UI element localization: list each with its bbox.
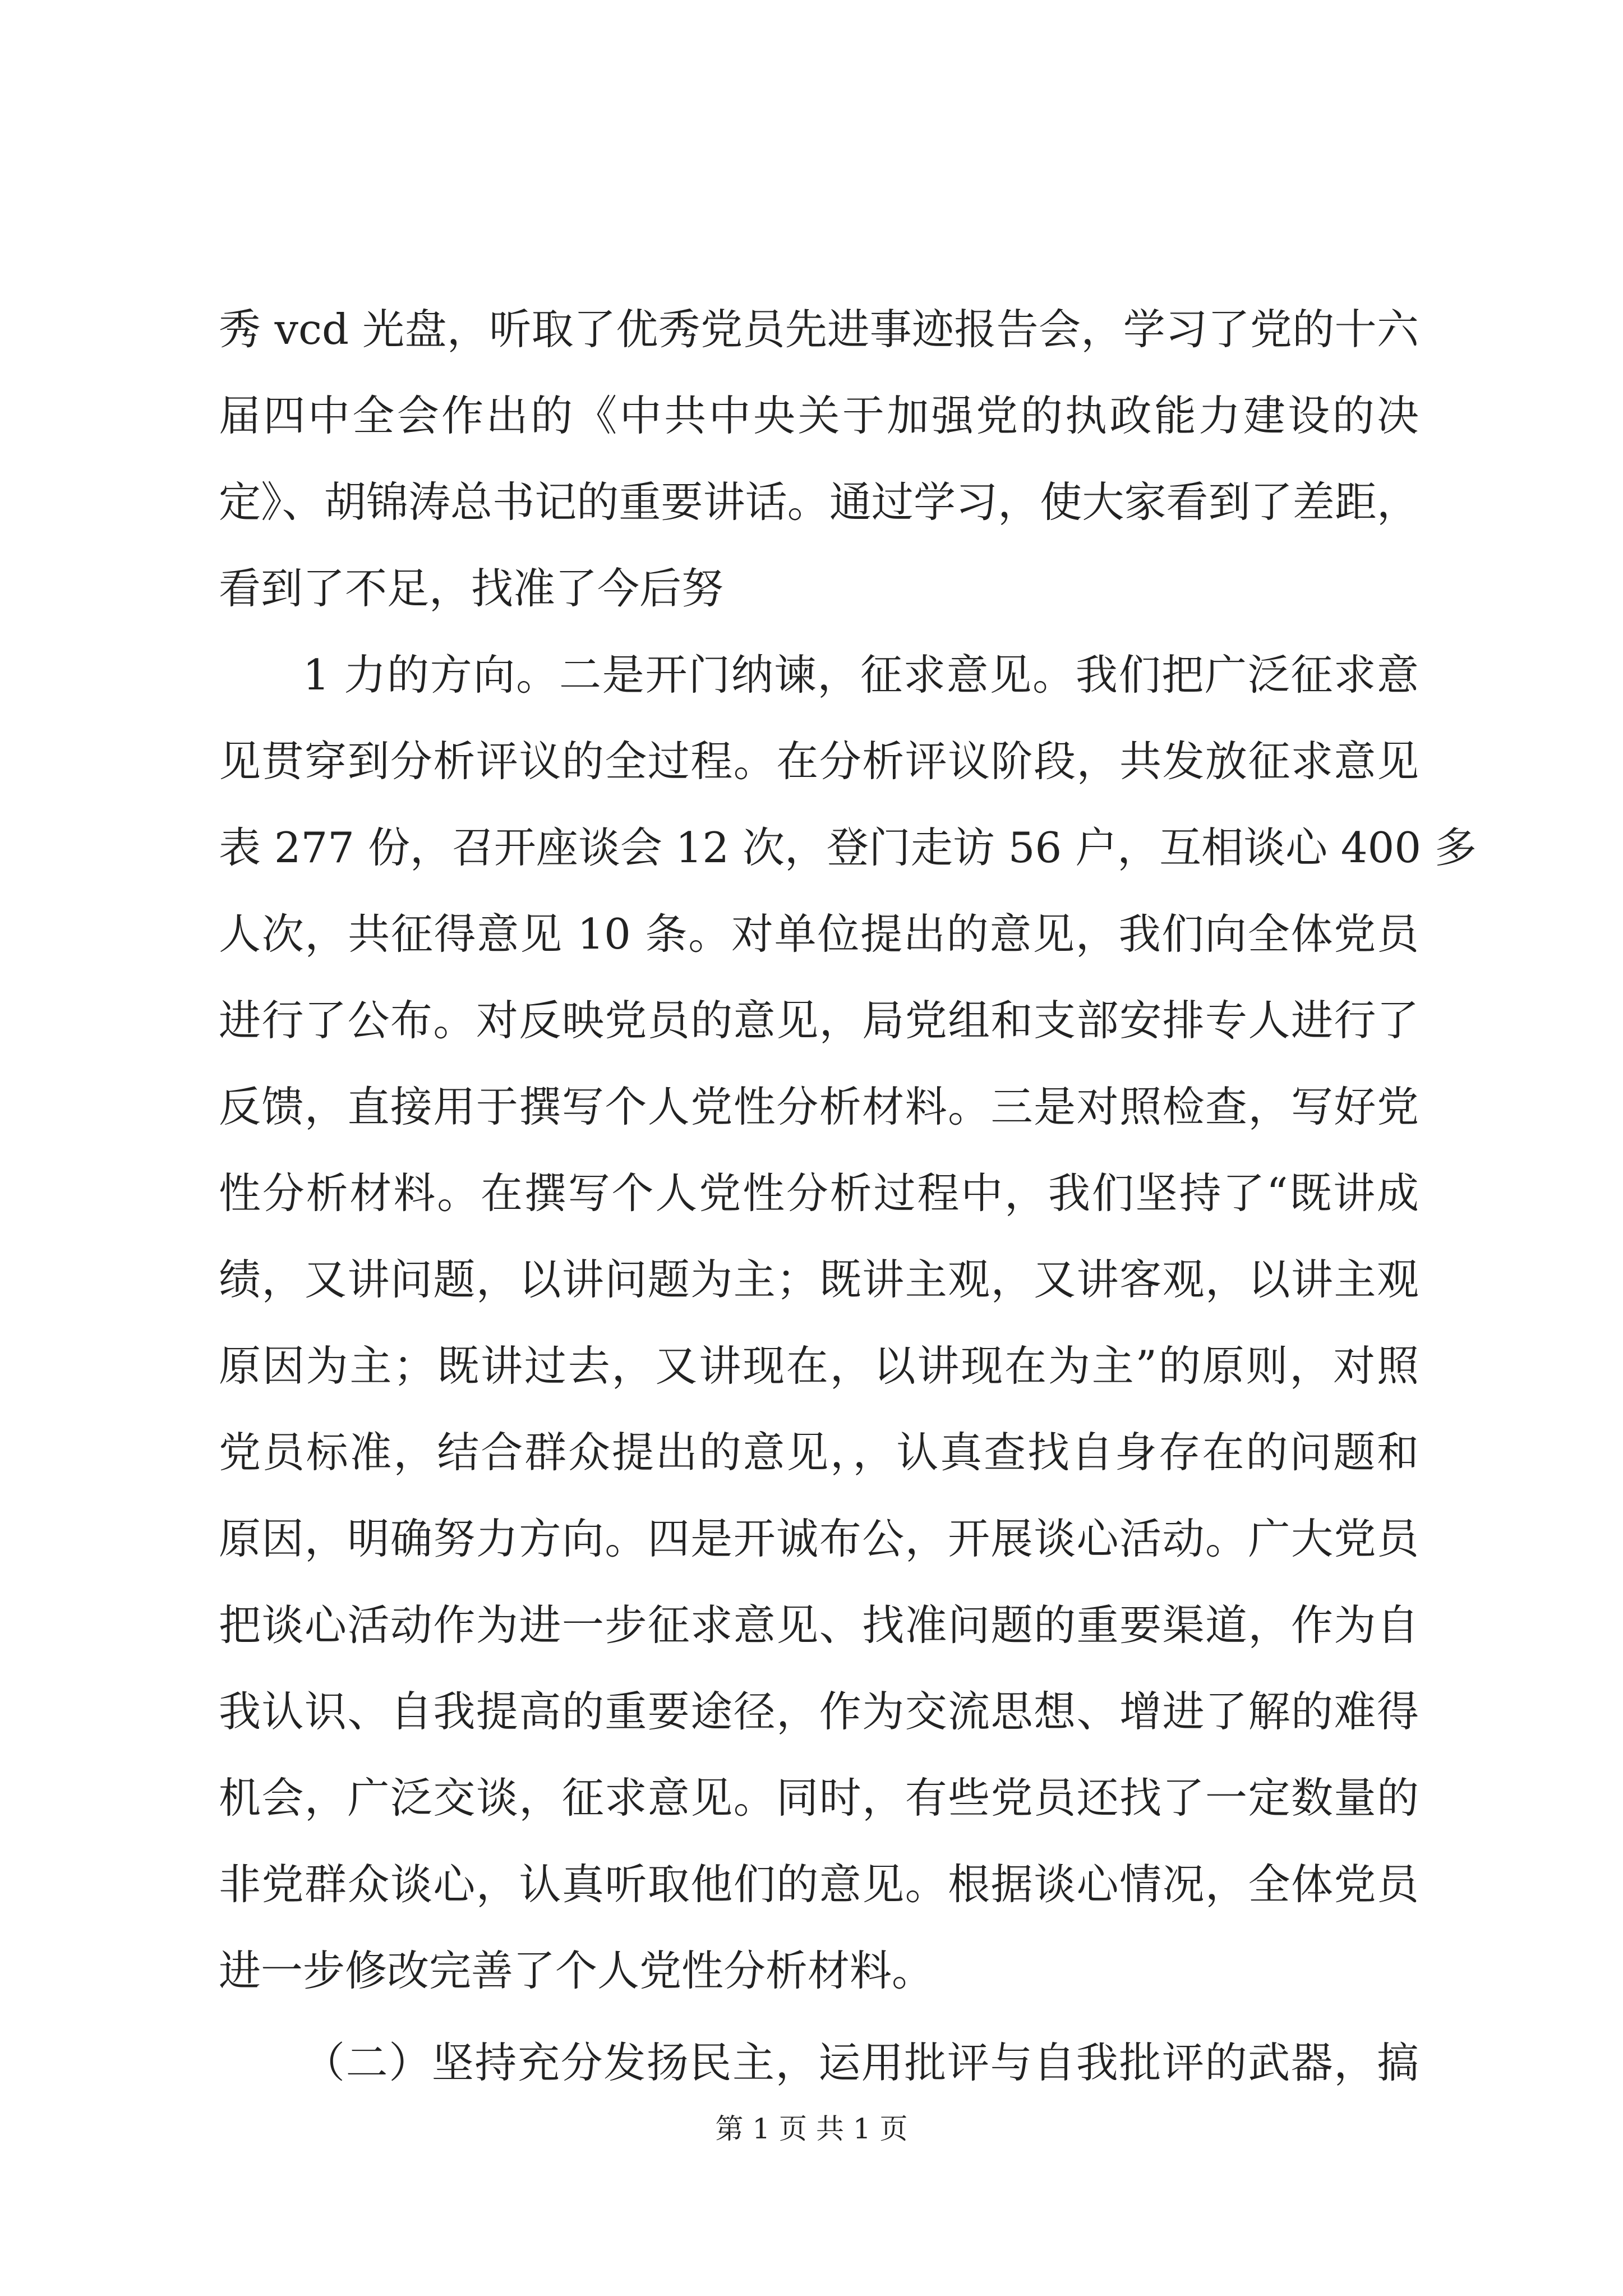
text-line-1: 秀 vcd 光盘，听取了优秀党员先进事迹报告会，学习了党的十六 (219, 305, 1419, 354)
text-line-15: 原因，明确努力方向。四是开诚布公，开展谈心活动。广大党员 (219, 1514, 1419, 1563)
text-line-12: 绩，又讲问题，以讲问题为主；既讲主观，又讲客观，以讲主观 (219, 1255, 1419, 1304)
page-footer (0, 2109, 1623, 2148)
text-line-17: 我认识、自我提高的重要途径，作为交流思想、增进了解的难得 (219, 1687, 1419, 1736)
text-line-20: 进一步修改完善了个人党性分析材料。 (219, 1946, 934, 1995)
text-line-9: 进行了公布。对反映党员的意见，局党组和支部安排专人进行了 (219, 996, 1419, 1045)
text-line-7: 表 277 份，召开座谈会 12 次，登门走访 56 户，互相谈心 400 多 (219, 823, 1477, 872)
text-line-2: 届四中全会作出的《中共中央关于加强党的执政能力建设的决 (219, 391, 1419, 440)
text-line-14: 党员标准，结合群众提出的意见，，认真查找自身存在的问题和 (219, 1428, 1419, 1477)
text-line-3: 定》、胡锦涛总书记的重要讲话。通过学习，使大家看到了差距， (219, 477, 1419, 527)
text-line-8: 人次，共征得意见 10 条。对单位提出的意见，我们向全体党员 (219, 909, 1419, 959)
text-line-11: 性分析材料。在撰写个人党性分析过程中，我们坚持了“既讲成 (219, 1168, 1419, 1218)
text-line-18: 机会，广泛交谈，征求意见。同时，有些党员还找了一定数量的 (219, 1773, 1419, 1823)
text-line-4: 看到了不足，找准了今后努 (219, 564, 724, 613)
text-line-6: 见贯穿到分析评议的全过程。在分析评议阶段，共发放征求意见 (219, 737, 1419, 786)
text-line-10: 反馈，直接用于撰写个人党性分析材料。三是对照检查，写好党 (219, 1082, 1419, 1131)
text-line-19: 非党群众谈心，认真听取他们的意见。根据谈心情况，全体党员 (219, 1860, 1419, 1909)
text-line-13: 原因为主；既讲过去，又讲现在，以讲现在为主”的原则，对照 (219, 1341, 1419, 1391)
text-line-16: 把谈心活动作为进一步征求意见、找准问题的重要渠道，作为自 (219, 1600, 1419, 1650)
paragraph-start-line: 1 力的方向。二是开门纳谏，征求意见。我们把广泛征求意 (303, 650, 1419, 700)
body-text (219, 286, 1477, 2106)
page-number-label: 第 1 页 共 1 页 (715, 2113, 908, 2145)
section-heading-line: （二）坚持充分发扬民主，运用批评与自我批评的武器，搞 (303, 2038, 1419, 2087)
